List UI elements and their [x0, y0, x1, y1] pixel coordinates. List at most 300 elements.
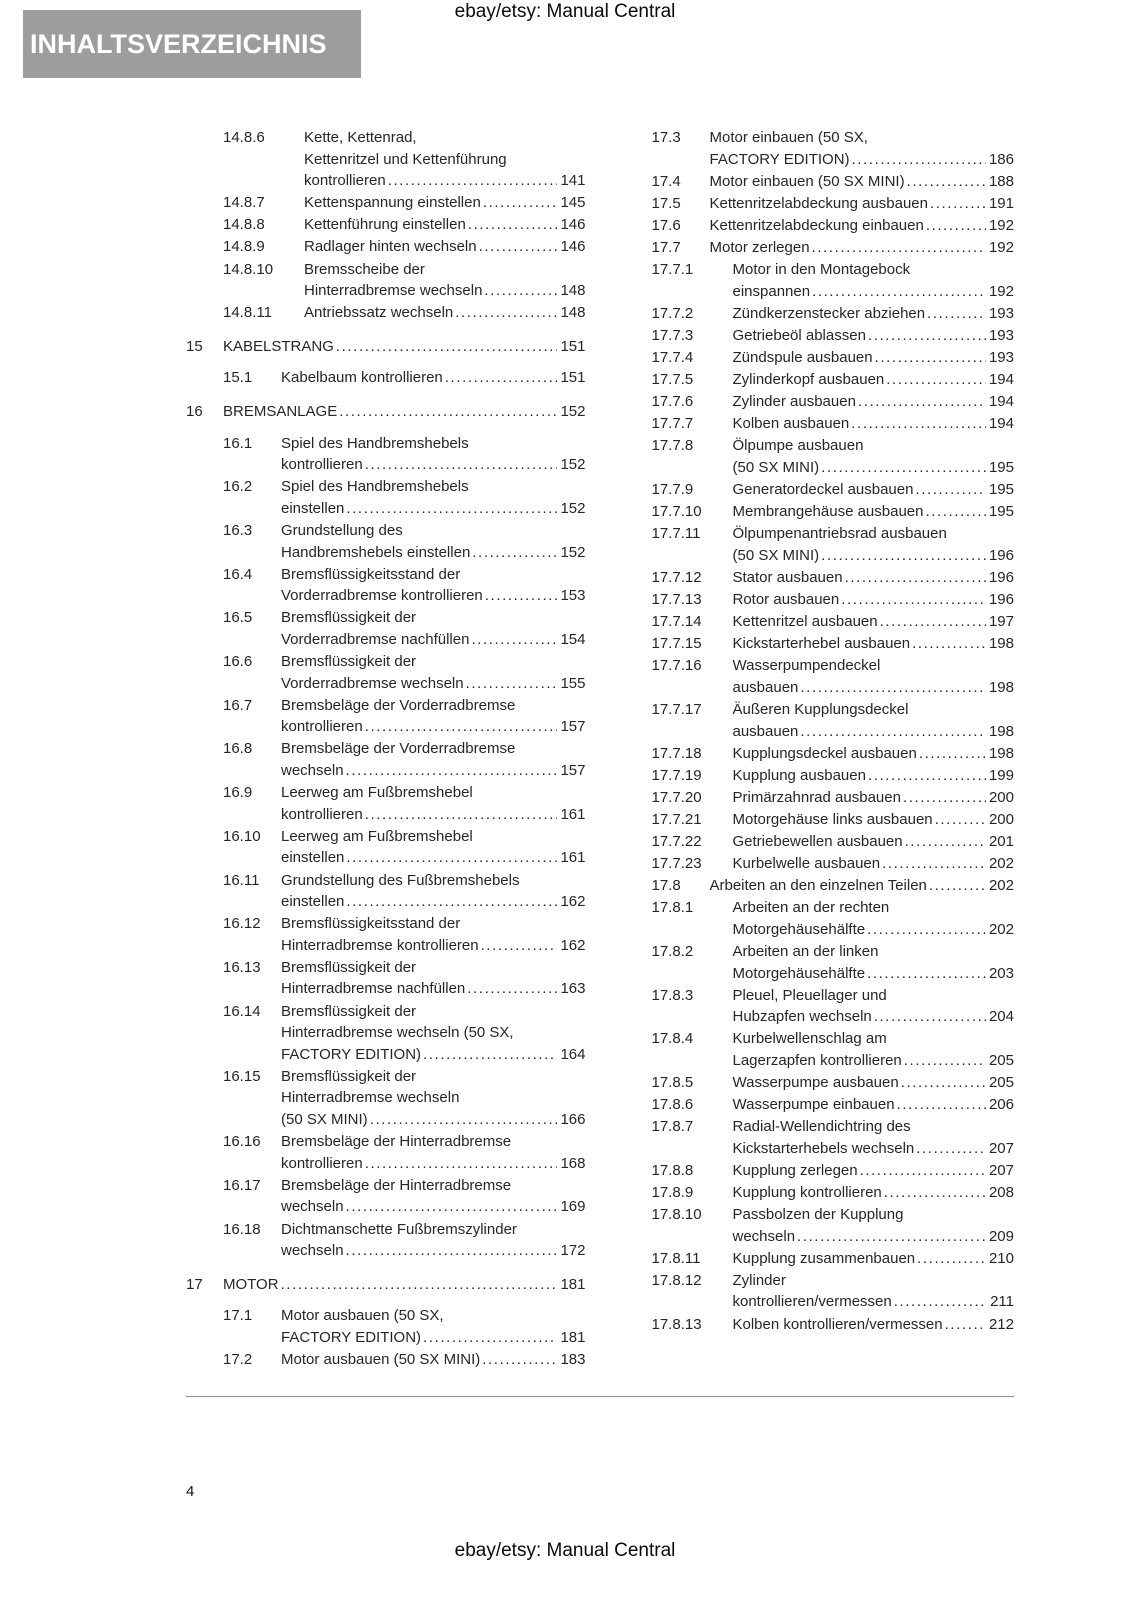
toc-entry-page: 197 [988, 613, 1014, 631]
toc-entry [186, 367, 586, 389]
toc-entry-text-line: Leerweg am Fußbremshebel [281, 827, 473, 845]
toc-entry-page: 200 [988, 788, 1014, 806]
toc-entry-page: 212 [988, 1315, 1014, 1333]
toc-entry-page: 193 [988, 304, 1014, 322]
toc-entry-number: 17.7.8 [651, 437, 694, 455]
toc-entry [186, 695, 586, 738]
toc-entry-page: 210 [988, 1249, 1014, 1267]
toc-entry-text-line: MOTOR [223, 1275, 279, 1293]
toc-entry-page: 161 [560, 849, 586, 867]
toc-entry-text-line: Bremsscheibe der [304, 260, 425, 278]
toc-entry-last-line [733, 1072, 1015, 1094]
toc-entry-text-line: Pleuel, Pleuellager und [732, 986, 887, 1004]
toc-entry-body [733, 743, 1015, 765]
toc-entry-text-line: Motor einbauen (50 SX MINI) [709, 172, 905, 190]
toc-entry [615, 1204, 1015, 1247]
toc-entry-text-line: Grundstellung des Fußbremshebels [281, 871, 520, 889]
toc-entry-text-line: Kurbelwelle ausbauen [732, 855, 881, 873]
toc-entry [186, 214, 586, 236]
toc-entry-last-line [281, 1349, 586, 1371]
toc-entry-number: 17.7.6 [651, 393, 694, 411]
toc-entry [615, 1094, 1015, 1116]
toc-entry-last-line [733, 1160, 1015, 1182]
toc-entry-last-line [733, 1050, 1015, 1072]
toc-entry-last-line [304, 192, 586, 214]
toc-entry-body [733, 391, 1015, 413]
toc-entry-text-line: kontrollieren [304, 172, 386, 190]
toc-entry-body [281, 782, 586, 825]
toc-entry [615, 369, 1015, 391]
toc-entry-page: 207 [988, 1161, 1014, 1179]
dot-leader [926, 215, 986, 237]
toc-entry [615, 897, 1015, 940]
toc-entry-text-line: Bremsflüssigkeit der [281, 1002, 417, 1020]
toc-entry-page: 155 [560, 674, 586, 692]
toc-entry [615, 765, 1015, 787]
toc-entry-page: 205 [988, 1051, 1014, 1069]
toc-entry-body [281, 367, 586, 389]
toc-entry-number: 17.8.13 [651, 1315, 702, 1333]
toc-entry-text-line: Vorderradbremse nachfüllen [281, 630, 470, 648]
toc-entry-last-line [281, 1196, 586, 1218]
toc-entry-page: 194 [988, 371, 1014, 389]
toc-entry-body [281, 957, 586, 1000]
toc-entry [615, 479, 1015, 501]
toc-entry [615, 1270, 1015, 1313]
toc-entry-text-line: Hinterradbremse kontrollieren [281, 936, 479, 954]
toc-entry-last-line [733, 1006, 1015, 1028]
dot-leader [423, 1044, 557, 1066]
dot-leader [365, 716, 558, 738]
toc-entry-text-line: einstellen [281, 499, 345, 517]
dot-leader [875, 347, 986, 369]
toc-entry-page: 192 [988, 282, 1014, 300]
toc-entry-body [304, 127, 586, 192]
dot-leader [867, 963, 986, 985]
dot-leader [800, 721, 986, 743]
toc-section-entry [186, 1274, 586, 1296]
toc-entry-last-line [304, 236, 586, 258]
toc-entry [615, 523, 1015, 566]
toc-entry-body [281, 1305, 586, 1348]
toc-entry-number: 17.8.4 [651, 1030, 694, 1048]
dot-leader [468, 214, 558, 236]
toc-entry-last-line [733, 743, 1015, 765]
toc-entry-text-line: Zündkerzenstecker abziehen [732, 304, 926, 322]
toc-entry-text-line: Kettenritzelabdeckung einbauen [709, 216, 924, 234]
toc-entry [186, 476, 586, 519]
toc-entry-last-line [733, 1138, 1015, 1160]
toc-entry-text-line: Wasserpumpe einbauen [732, 1096, 895, 1114]
toc-entry-body [733, 369, 1015, 391]
toc-entry-last-line [710, 875, 1015, 897]
toc-entry-text-line: ausbauen [732, 722, 799, 740]
dot-leader [483, 192, 558, 214]
toc-entry-last-line [733, 413, 1015, 435]
dot-leader [365, 454, 558, 476]
toc-entry-number: 17.8.5 [651, 1074, 694, 1092]
toc-entry-text-line: Hinterradbremse wechseln [304, 282, 483, 300]
toc-entry-number: 17.7.22 [651, 833, 702, 850]
toc-entry-text-line: Kabelbaum kontrollieren [281, 369, 443, 387]
toc-entry-text-line: Membrangehäuse ausbauen [732, 503, 924, 521]
toc-entry-number: 16.5 [223, 609, 253, 627]
toc-entry-last-line [281, 585, 586, 607]
toc-entry [615, 699, 1015, 742]
toc-entry-number: 14.8.7 [223, 194, 265, 212]
toc-entry-last-line [281, 367, 586, 389]
toc-entry-body [710, 193, 1015, 215]
toc-entry-text-line: ausbauen [732, 678, 799, 696]
dot-leader [482, 1349, 557, 1371]
toc-entry-number: 16.1 [223, 434, 253, 452]
dot-leader [915, 479, 986, 501]
toc-entry-body [304, 214, 586, 236]
dot-leader [841, 589, 986, 611]
dot-leader [907, 171, 986, 193]
toc-entry-number: 16.6 [223, 653, 253, 671]
toc-entry-text-line: Lagerzapfen kontrollieren [732, 1051, 902, 1069]
toc-entry-number: 14.8.8 [223, 216, 265, 234]
toc-entry-body [733, 325, 1015, 347]
toc-entry [186, 1305, 586, 1348]
toc-entry-body [281, 607, 586, 650]
toc-entry-body [710, 171, 1015, 193]
toc-entry-last-line [304, 214, 586, 236]
toc-entry-page: 192 [988, 216, 1014, 234]
dot-leader [912, 633, 986, 655]
toc-entry-last-line [281, 673, 586, 695]
dot-leader [346, 847, 557, 869]
dot-leader [365, 1153, 558, 1175]
toc-entry-text-line: BREMSANLAGE [223, 403, 338, 421]
watermark-header: ebay/etsy: Manual Central [454, 1, 676, 22]
toc-entry-number: 17.8.10 [651, 1206, 702, 1224]
toc-entry-text-line: KABELSTRANG [223, 337, 334, 355]
toc-entry-page: 188 [988, 172, 1014, 190]
toc-entry-page: 169 [560, 1198, 586, 1216]
toc-entry [186, 302, 586, 324]
toc-entry [186, 1349, 586, 1371]
toc-entry-page: 161 [560, 805, 586, 823]
toc-entry [615, 1072, 1015, 1094]
toc-entry-number: 16.3 [223, 522, 253, 539]
toc-entry-number: 17.7.9 [651, 481, 694, 498]
toc-entry-number: 16.18 [223, 1220, 261, 1238]
toc-entry-page: 141 [560, 172, 586, 190]
dot-leader [455, 302, 557, 324]
toc-entry-body [304, 236, 586, 258]
toc-entry-last-line [733, 633, 1015, 655]
toc-entry-last-line [733, 1182, 1015, 1204]
toc-entry-text-line: Kettenspannung einstellen [304, 194, 481, 212]
toc-entry-last-line [281, 935, 586, 957]
toc-entry-text-line: kontrollieren [281, 805, 363, 823]
toc-entry-number: 17.6 [651, 216, 681, 234]
toc-entry-body [733, 589, 1015, 611]
toc-entry [186, 1219, 586, 1262]
toc-entry-text-line: (50 SX MINI) [732, 546, 820, 564]
toc-entry-last-line [304, 302, 586, 324]
toc-entry-page: 186 [988, 150, 1014, 168]
toc-entry-text-line: (50 SX MINI) [281, 1111, 368, 1129]
toc-entry-page: 153 [560, 587, 586, 605]
toc-entry-page: 205 [988, 1074, 1014, 1092]
toc-entry-last-line [733, 721, 1015, 743]
toc-entry-number: 17.7.3 [651, 326, 694, 344]
toc-entry [615, 237, 1015, 259]
toc-entry-last-line [733, 1248, 1015, 1270]
toc-entry-last-line [281, 804, 586, 826]
toc-entry [615, 1314, 1015, 1336]
toc-entry-last-line [281, 542, 586, 564]
toc-entry-body [733, 1314, 1015, 1336]
toc-entry-page: 198 [988, 678, 1014, 696]
toc-entry-last-line [281, 978, 586, 1000]
toc-entry-last-line [733, 809, 1015, 831]
toc-entry-body [733, 985, 1015, 1028]
toc-entry-text-line: Kettenritzel und Kettenführung [304, 150, 507, 168]
toc-entry-number: 14.8.9 [223, 238, 265, 256]
toc-entry-body [733, 611, 1015, 633]
toc-entry-number: 17.8 [651, 877, 681, 895]
toc-entry-text-line: Bremsflüssigkeit der [281, 1067, 417, 1085]
toc-entry-page: 196 [988, 590, 1014, 608]
toc-entry [615, 633, 1015, 655]
toc-entry-text-line: Getriebeöl ablassen [732, 326, 866, 344]
toc-entry-number: 17.7.16 [651, 657, 702, 675]
toc-entry-page: 163 [560, 980, 586, 998]
toc-entry-body [733, 1204, 1015, 1247]
toc-entry-page: 211 [990, 1293, 1014, 1311]
toc-column-right [615, 127, 1015, 1371]
toc-column-left [186, 127, 586, 1371]
toc-entry-body [733, 765, 1015, 787]
toc-entry-body [733, 633, 1015, 655]
toc-entry [615, 941, 1015, 984]
toc-entry-page: 181 [560, 1275, 586, 1293]
toc-entry-number: 17.8.2 [651, 942, 694, 960]
toc-entry-text-line: kontrollieren [281, 1154, 363, 1172]
toc-entry-last-line [281, 847, 586, 869]
toc-entry-page: 152 [560, 543, 586, 561]
toc-entry [615, 391, 1015, 413]
toc-entry-number: 16.11 [223, 871, 260, 889]
toc-entry-number: 17.7.10 [651, 503, 702, 521]
toc-entry-text-line: Leerweg am Fußbremshebel [281, 784, 473, 802]
toc-entry-last-line [710, 171, 1015, 193]
toc-entry-body [223, 401, 586, 423]
dot-leader [868, 325, 986, 347]
table-of-contents [186, 127, 1014, 1371]
toc-entry-last-line [733, 457, 1015, 479]
toc-entry-text-line: Radlager hinten wechseln [304, 238, 477, 256]
toc-entry [186, 520, 586, 563]
toc-entry-body [281, 564, 586, 607]
toc-entry-page: 195 [988, 503, 1014, 521]
toc-entry [615, 127, 1015, 170]
dot-leader [867, 919, 986, 941]
toc-entry-body [281, 1349, 586, 1371]
toc-entry-number: 17.7.15 [651, 635, 702, 653]
dot-leader [336, 336, 558, 358]
toc-entry-body [223, 336, 586, 358]
toc-entry-number: 17.8.3 [651, 986, 694, 1004]
toc-entry-text-line: Wasserpumpe ausbauen [732, 1074, 899, 1092]
toc-entry-body [710, 127, 1015, 170]
toc-entry-body [733, 347, 1015, 369]
toc-entry-number: 17.2 [223, 1350, 253, 1368]
toc-entry [186, 236, 586, 258]
toc-entry-body [281, 1001, 586, 1066]
toc-entry [615, 303, 1015, 325]
toc-entry-number: 17.7.14 [651, 613, 702, 631]
toc-entry-text-line: Zylinder [732, 1271, 786, 1289]
dot-leader [858, 391, 986, 413]
toc-entry-number: 16.2 [223, 478, 253, 496]
toc-entry-text-line: Bremsflüssigkeit der [281, 958, 417, 976]
toc-entry-page: 162 [560, 936, 586, 954]
dot-leader [472, 542, 557, 564]
toc-entry-number: 16.9 [223, 784, 253, 802]
dot-leader [884, 1182, 986, 1204]
toc-entry-last-line [733, 831, 1015, 853]
toc-entry-number: 17.7 [651, 238, 681, 256]
toc-entry-text-line: Zylinderkopf ausbauen [732, 371, 885, 389]
toc-entry-last-line [733, 787, 1015, 809]
toc-entry-text-line: FACTORY EDITION) [281, 1045, 422, 1063]
dot-leader [894, 1291, 987, 1313]
toc-entry-number: 17.7.13 [651, 590, 702, 608]
toc-entry-number: 17.8.8 [651, 1161, 694, 1179]
toc-entry [615, 655, 1015, 698]
toc-entry-page: 201 [988, 833, 1014, 850]
toc-entry-text-line: Bremsbeläge der Hinterradbremse [281, 1133, 512, 1151]
toc-entry-text-line: Bremsbeläge der Vorderradbremse [281, 740, 516, 758]
toc-entry-page: 183 [560, 1350, 586, 1368]
toc-entry-last-line [733, 963, 1015, 985]
dot-leader [821, 457, 986, 479]
toc-entry-page: 164 [560, 1045, 586, 1063]
toc-entry-text-line: wechseln [281, 762, 344, 780]
toc-entry [186, 127, 586, 192]
toc-entry [615, 809, 1015, 831]
toc-entry-page: 157 [560, 718, 586, 736]
toc-entry-page: 151 [560, 337, 586, 355]
toc-entry-text-line: Passbolzen der Kupplung [732, 1206, 904, 1224]
toc-entry-page: 168 [560, 1154, 586, 1172]
toc-entry-number: 17.7.11 [651, 525, 701, 543]
toc-entry-page: 206 [988, 1096, 1014, 1114]
toc-entry-page: 166 [560, 1111, 586, 1129]
toc-entry-page: 209 [988, 1227, 1014, 1245]
watermark-footer: ebay/etsy: Manual Central [454, 1540, 676, 1561]
toc-entry-text-line: Motor in den Montagebock [732, 261, 911, 279]
toc-entry [186, 826, 586, 869]
toc-entry-body [733, 699, 1015, 742]
toc-entry-text-line: Kickstarterhebel ausbauen [732, 635, 911, 653]
toc-entry-last-line [733, 765, 1015, 787]
toc-entry [186, 913, 586, 956]
toc-entry-body [281, 826, 586, 869]
toc-entry-body [281, 651, 586, 694]
toc-entry-page: 204 [988, 1008, 1014, 1026]
toc-entry-number: 17.7.21 [651, 810, 702, 828]
toc-entry-text-line: einstellen [281, 849, 345, 867]
toc-entry [186, 433, 586, 476]
toc-entry-text-line: Spiel des Handbremshebels [281, 478, 469, 496]
toc-entry-text-line: Motorgehäusehälfte [732, 964, 866, 982]
toc-entry-page: 152 [560, 456, 586, 474]
toc-entry [615, 611, 1015, 633]
toc-entry-text-line: Motor zerlegen [709, 238, 810, 256]
toc-entry-text-line: Motor ausbauen (50 SX MINI) [281, 1350, 481, 1368]
dot-leader [812, 237, 986, 259]
toc-entry [186, 192, 586, 214]
toc-entry-text-line: Bremsflüssigkeitsstand der [281, 565, 461, 583]
toc-entry-text-line: Primärzahnrad ausbauen [732, 788, 901, 806]
toc-entry-page: 196 [988, 546, 1014, 564]
toc-entry-text-line: kontrollieren [281, 456, 363, 474]
toc-entry-text-line: Vorderradbremse wechseln [281, 674, 464, 692]
toc-entry-last-line [281, 1109, 586, 1131]
toc-entry-body [304, 259, 586, 302]
toc-entry [615, 1160, 1015, 1182]
toc-entry-text-line: Kupplung zusammenbauen [732, 1249, 916, 1267]
toc-entry-last-line [733, 303, 1015, 325]
toc-entry-number: 17.3 [651, 129, 681, 146]
toc-entry-last-line [733, 391, 1015, 413]
toc-entry-body [733, 1182, 1015, 1204]
toc-entry-last-line [733, 501, 1015, 523]
toc-entry-page: 207 [988, 1139, 1014, 1157]
toc-entry-last-line [281, 1327, 586, 1349]
toc-entry-body [733, 941, 1015, 984]
toc-entry-body [733, 1028, 1015, 1071]
page-title-box [23, 10, 361, 78]
toc-entry [186, 607, 586, 650]
toc-entry-page: 198 [988, 635, 1014, 653]
toc-entry-text-line: Kupplung zerlegen [732, 1161, 858, 1179]
toc-entry-text-line: Kupplungsdeckel ausbauen [732, 744, 917, 762]
toc-entry-number: 17.7.12 [651, 568, 702, 586]
toc-entry-number: 17.7.23 [651, 855, 702, 873]
toc-entry [615, 347, 1015, 369]
dot-leader [880, 611, 986, 633]
toc-entry-body [304, 192, 586, 214]
toc-entry [186, 564, 586, 607]
toc-entry [615, 831, 1015, 853]
toc-entry-page: 208 [988, 1184, 1014, 1201]
toc-entry-text-line: Antriebssatz wechseln [304, 304, 454, 322]
toc-entry [615, 435, 1015, 478]
toc-entry-text-line: Kurbelwellenschlag am [732, 1030, 887, 1048]
toc-entry-text-line: Stator ausbauen [732, 568, 843, 586]
toc-entry-last-line [281, 1153, 586, 1175]
toc-entry-body [281, 870, 586, 913]
toc-entry-body [733, 1116, 1015, 1159]
dot-leader [346, 1196, 558, 1218]
toc-entry-last-line [304, 170, 586, 192]
dot-leader [868, 765, 986, 787]
toc-entry-page: 194 [988, 415, 1014, 433]
dot-leader [388, 170, 558, 192]
toc-entry-text-line: Hinterradbremse nachfüllen [281, 980, 466, 998]
toc-entry-page: 195 [988, 458, 1014, 476]
toc-entry [186, 1175, 586, 1218]
dot-leader [860, 1160, 986, 1182]
toc-entry [615, 1116, 1015, 1159]
